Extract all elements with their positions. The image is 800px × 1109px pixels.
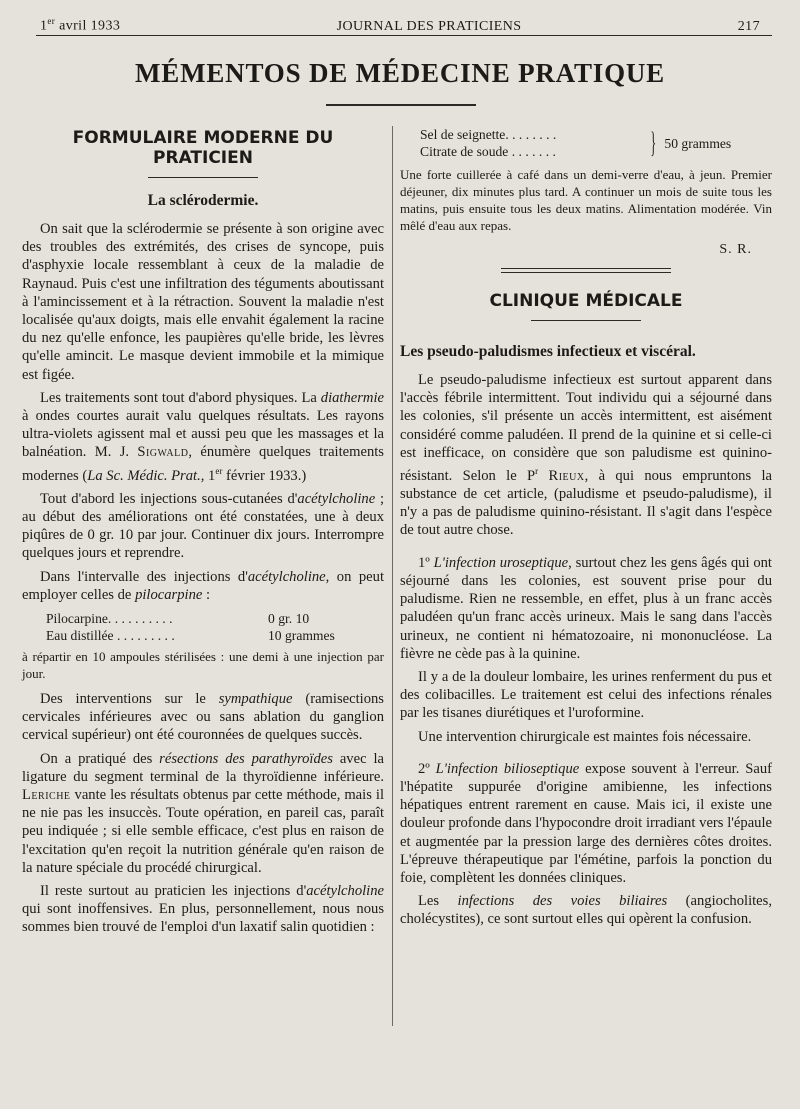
journal-name: JOURNAL DES PRATICIENS bbox=[336, 18, 522, 34]
paragraph: Les infections des voies biliaires (angiocholites, cholécystites), ce sont surtout elles qui opèrent la confusion. bbox=[400, 893, 772, 928]
article-title-pseudo-paludismes: Les pseudo-paludismes infectieux et viscéral. bbox=[400, 343, 696, 360]
double-rule bbox=[501, 268, 671, 273]
paragraph: On a pratiqué des résections des parathyroïdes avec la ligature du segment terminal de la thyroïdienne inférieure. Leriche vante les résultats obtenus par cette méthode, mais il ne nie pas les insuccès. Toute opération, en pareil cas, paraît peu indiquée ; si elle semble efficace, c'est plus en raison de l'excitation qu'en reçoit la nutrition générale qu'en raison de la nature spéciale du procédé chirurgical. bbox=[22, 750, 384, 876]
paragraph: Tout d'abord les injections sous-cutanées d'acétylcholine ; au début des améliorations ont été constatées, une à deux piqûres de 0 gr. 10 par jour. Continuer dix jours. Interrompre quelques jours et reprendre. bbox=[22, 490, 385, 562]
paragraph: Des interventions sur le sympathique (ramisections cervicales inférieures avec ou sans ablation du ganglion cervical supérieur) ont été couronnées de quelques succès. bbox=[22, 690, 384, 744]
prescription-line: Eau distillée . . . . . . . . . 10 grammes bbox=[46, 627, 335, 643]
section-rule bbox=[531, 320, 641, 321]
prescription-laxatif bbox=[420, 126, 772, 160]
right-column bbox=[400, 124, 772, 934]
paragraph: Le pseudo-paludisme infectieux est surtout apparent dans l'accès fébrile intermittent. Tout individu qui a séjourné dans les colonies, s'il présente un accès intermittent, est aisément considéré comme paludéen. Il prend de la quinine et si celle-ci est inefficace, on considère que son paludisme est quinino-résistant. Selon le $P^r$ Rieux, à qui nous empruntons la substance de cet article, (paludisme et pseudo-paludisme), il n'y a pas de paludisme quinino-résistant. Il s'agit dans l'espèce de tout autre chose. bbox=[400, 372, 772, 539]
paragraph: Il reste surtout au praticien les injections d'acétylcholine qui sont inoffensives. En plus, personnellement, nous nous sommes bien trouvé de l'emploi d'un laxatif salin quotidien : bbox=[22, 882, 384, 936]
prescription-pilocarpine bbox=[46, 610, 384, 644]
paragraph: Les traitements sont tout d'abord physiques. La diathermie à ondes courtes aurait valu quelques résultats. Les rayons ultra-violets agissent mal et aussi peu que les massages et la balnéation. M. J. Sigwald, énumère quelques traitements modernes (La Sc. Médic. Prat., 1er février 1933.) bbox=[22, 389, 384, 484]
section-rule bbox=[148, 177, 258, 178]
paragraph: 1º L'infection uroseptique, surtout chez les gens âgés qui ont séjourné dans les colonies, est souvent prise pour du paludisme. Rien ne ressemble, en effet, plus à un franc accès paludéen qu'un franc accès urineux. Mais le sang dans l'accès urineux, ne contient ni hématozoaire, ni mononucléose. La fièvre ne cède pas à la quinine. bbox=[400, 554, 772, 662]
prescription-line: Citrate de soude . . . . . . . bbox=[420, 144, 556, 159]
section-title-formulaire: FORMULAIRE MODERNE DU PRATICIEN bbox=[72, 128, 334, 168]
brace-icon: } bbox=[650, 126, 657, 159]
prescription-line: Pilocarpine. . . . . . . . . . 0 gr. 10 bbox=[46, 610, 310, 626]
author-signature: S. R. bbox=[719, 242, 752, 257]
column-divider bbox=[392, 126, 393, 1026]
prescription-note: à répartir en 10 ampoules stérilisées : une demi à une injection par jour. bbox=[22, 648, 384, 681]
header-rule bbox=[36, 35, 772, 36]
main-title: MÉMENTOS DE MÉDECINE PRATIQUE bbox=[134, 58, 665, 88]
section-title-clinique: CLINIQUE MÉDICALE bbox=[489, 291, 683, 311]
issue-date: 1er avril 1933 bbox=[40, 16, 121, 34]
page-number: 217 bbox=[737, 18, 760, 34]
left-column bbox=[22, 124, 384, 942]
prescription-note: Une forte cuillerée à café dans un demi-verre d'eau, à jeun. Premier déjeuner, dix minutes plus tard. A continuer un mois de suite tous les matins, puis ensuite tous les deux matins. Alimentation modérée. Vin mêlé d'eau aux repas. bbox=[400, 167, 772, 233]
article-title-sclerodermie: La sclérodermie. bbox=[147, 192, 259, 209]
prescription-quantity: 50 grammes bbox=[664, 135, 732, 151]
title-rule bbox=[326, 104, 476, 106]
paragraph: 2º L'infection bilioseptique expose souvent à l'erreur. Sauf l'hépatite suppurée d'origine amibienne, les infections hépatiques entrent rarement en cause. Mais ici, il existe une douleur profonde dans l'hypocondre droit irradiant vers l'épaule et augmentée par la pression large des dernières côtes droites. L'épreuve thérapeutique par l'émétine, parfois la ponction du foie, complètent les données cliniques. bbox=[400, 760, 772, 886]
prescription-line: Sel de seignette. . . . . . . . bbox=[420, 127, 557, 142]
running-head bbox=[40, 16, 760, 35]
paragraph: Il y a de la douleur lombaire, les urines renferment du pus et des colibacilles. Le traitement est celui des infections rénales par les tisanes diurétiques et l'uroformine. bbox=[400, 668, 772, 722]
paragraph: Dans l'intervalle des injections d'acétylcholine, on peut employer celles de pilocarpine : bbox=[22, 568, 384, 603]
paragraph: On sait que la sclérodermie se présente à son origine avec des troubles des extrémités, des crises de syncope, puis d'asphyxie locale ressemblant à ceux de la maladie de Raynaud. Puis c'est une infiltration des téguments aboutissant à l'amincissement et à la rétraction. Souvent la maladie n'est localisée qu'aux doigts, mais elle envahit également la racine du nez qu'elle enfonce, les paupières qu'elle bride, les lèvres qu'elle amincit. Le masque devient immobile et la mimique est figée. bbox=[22, 221, 384, 383]
paragraph: Une intervention chirurgicale est maintes fois nécessaire. bbox=[418, 728, 752, 745]
